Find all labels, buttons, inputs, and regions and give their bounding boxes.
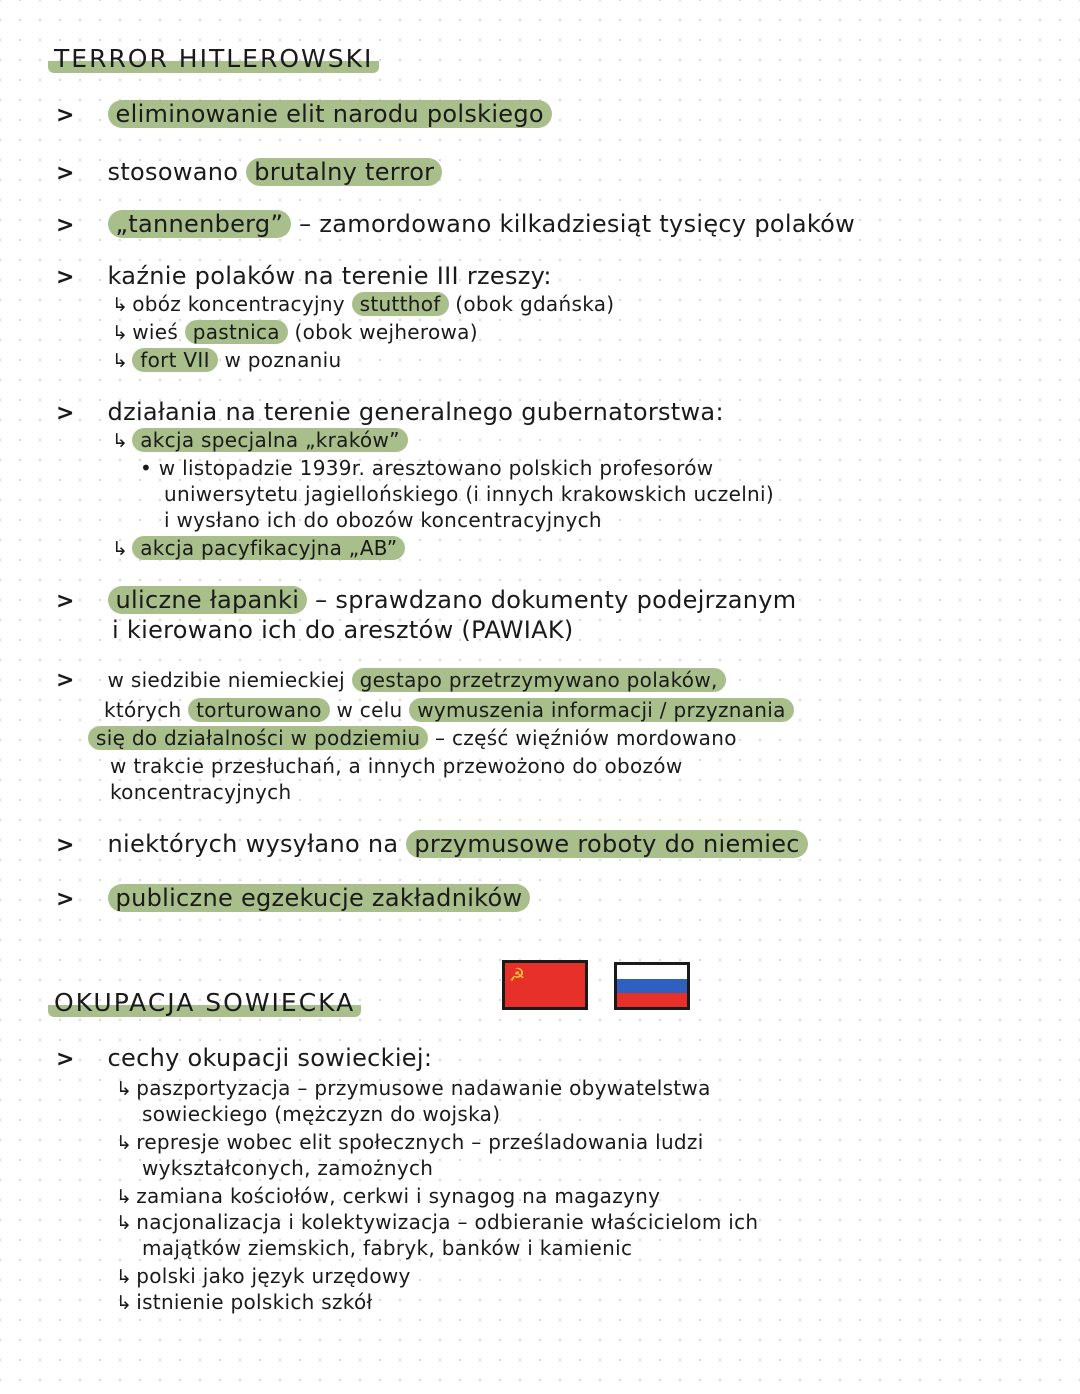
arrow-icon: ↳	[112, 538, 129, 560]
bullet-marker: >	[56, 401, 75, 426]
highlight-text: się do działalności w podziemiu	[88, 726, 428, 750]
flag-stripe-blue	[617, 979, 687, 993]
arrow-icon: ↳	[116, 1132, 133, 1154]
item-text: których	[104, 698, 189, 722]
hammer-sickle-icon: ☭	[509, 965, 526, 986]
section-title-soviet	[48, 988, 361, 1017]
dot-icon: •	[140, 456, 153, 480]
sub-text: majątków ziemskich, fabryk, banków i kamienic	[142, 1236, 633, 1260]
title-text: TERROR HITLEROWSKI	[54, 44, 374, 73]
sub-bullet	[140, 456, 713, 480]
list-item	[56, 262, 552, 290]
sub-item	[112, 348, 341, 372]
highlight-text: wymuszenia informacji / przyznania	[409, 698, 793, 722]
arrow-icon: ↳	[116, 1186, 133, 1208]
highlight-text: eliminowanie elit narodu polskiego	[108, 100, 552, 128]
item-text: w trakcie przesłuchań, a innych przewożono do obozów	[110, 754, 683, 778]
sub-text: (obok wejherowa)	[287, 320, 478, 344]
arrow-icon: ↳	[112, 294, 129, 316]
sub-text: w listopadzie 1939r. aresztowano polskich profesorów	[158, 456, 714, 480]
item-text: – zamordowano kilkadziesiąt tysięcy polaków	[291, 210, 856, 238]
item-text: w celu	[329, 698, 410, 722]
item-text: – część więźniów mordowano	[428, 726, 737, 750]
sub-item	[112, 428, 408, 452]
sub-item	[112, 536, 405, 560]
item-line	[88, 726, 737, 750]
russia-flag-icon	[614, 962, 690, 1010]
item-text: stosowano	[107, 158, 247, 186]
bullet-marker: >	[56, 213, 75, 238]
list-item	[56, 586, 796, 614]
arrow-icon: ↳	[116, 1292, 133, 1314]
highlight-text: fort VII	[132, 348, 218, 372]
sub-text: represje wobec elit społecznych – prześladowania ludzi	[136, 1130, 704, 1154]
list-item	[56, 210, 855, 238]
item-text: – sprawdzano dokumenty podejrzanym	[307, 586, 797, 614]
item-text: koncentracyjnych	[110, 780, 292, 804]
bullet-marker: >	[56, 265, 75, 290]
arrow-icon: ↳	[112, 430, 129, 452]
sub-text: wieś	[132, 320, 185, 344]
highlight-text: akcja specjalna „kraków”	[132, 428, 408, 452]
list-item	[56, 830, 808, 858]
sub-text: istnienie polskich szkół	[136, 1290, 373, 1314]
item-text: w siedzibie niemieckiej	[107, 668, 352, 692]
sub-item	[116, 1130, 704, 1154]
item-text: cechy okupacji sowieckiej:	[107, 1044, 433, 1072]
sub-text: (obok gdańska)	[448, 292, 615, 316]
arrow-icon: ↳	[112, 322, 129, 344]
bullet-marker: >	[56, 161, 75, 186]
arrow-icon: ↳	[116, 1078, 133, 1100]
bullet-marker: >	[56, 833, 75, 858]
ussr-flag-icon	[502, 960, 588, 1010]
sub-text: w poznaniu	[217, 348, 342, 372]
list-item	[56, 100, 552, 128]
sub-item	[116, 1184, 660, 1208]
arrow-icon: ↳	[116, 1266, 133, 1288]
highlight-text: akcja pacyfikacyjna „AB”	[132, 536, 405, 560]
list-item	[56, 884, 530, 912]
list-item	[56, 1044, 432, 1072]
highlight-text: uliczne łapanki	[108, 586, 308, 614]
bullet-marker: >	[56, 103, 75, 128]
list-item	[56, 398, 724, 426]
item-text: niektórych wysyłano na	[107, 830, 407, 858]
item-text: i kierowano ich do aresztów (PAWIAK)	[112, 616, 574, 644]
sub-text: uniwersytetu jagiellońskiego (i innych krakowskich uczelni)	[164, 482, 774, 506]
highlight-text: stutthof	[352, 292, 449, 316]
sub-text: polski jako język urzędowy	[136, 1264, 411, 1288]
item-text: działania na terenie generalnego gubernatorstwa:	[107, 398, 724, 426]
flag-stripe-red	[617, 993, 687, 1007]
highlight-text: brutalny terror	[246, 158, 442, 186]
sub-text: zamiana kościołów, cerkwi i synagog na magazyny	[136, 1184, 661, 1208]
sub-text: obóz koncentracyjny	[132, 292, 352, 316]
list-item	[56, 158, 442, 186]
highlight-text: torturowano	[188, 698, 330, 722]
sub-text: i wysłano ich do obozów koncentracyjnych	[164, 508, 602, 532]
highlight-text: pastnica	[185, 320, 288, 344]
sub-item	[116, 1290, 372, 1314]
bullet-marker: >	[56, 1047, 75, 1072]
sub-text: sowieckiego (mężczyzn do wojska)	[142, 1102, 501, 1126]
sub-item	[116, 1210, 758, 1234]
highlight-text: „tannenberg”	[108, 210, 292, 238]
sub-text: wykształconych, zamożnych	[142, 1156, 434, 1180]
highlight-text: przymusowe roboty do niemiec	[406, 830, 808, 858]
sub-item	[116, 1264, 411, 1288]
sub-text: nacjonalizacja i kolektywizacja – odbieranie właścicielom ich	[136, 1210, 759, 1234]
sub-item	[112, 292, 614, 316]
bullet-marker: >	[56, 589, 75, 614]
sub-text: paszportyzacja – przymusowe nadawanie obywatelstwa	[136, 1076, 711, 1100]
highlight-text: publiczne egzekucje zakładników	[108, 884, 531, 912]
item-line	[104, 698, 794, 722]
highlight-text: gestapo przetrzymywano polaków,	[352, 668, 726, 692]
sub-item	[116, 1076, 711, 1100]
sub-item	[112, 320, 478, 344]
section-title-terror	[48, 44, 379, 73]
item-text: kaźnie polaków na terenie III rzeszy:	[107, 262, 552, 290]
bullet-marker: >	[56, 887, 75, 912]
flag-stripe-white	[617, 965, 687, 979]
arrow-icon: ↳	[116, 1212, 133, 1234]
title-text: OKUPACJA SOWIECKA	[54, 988, 356, 1017]
list-item	[56, 668, 726, 693]
bullet-marker: >	[56, 668, 75, 693]
arrow-icon: ↳	[112, 350, 129, 372]
